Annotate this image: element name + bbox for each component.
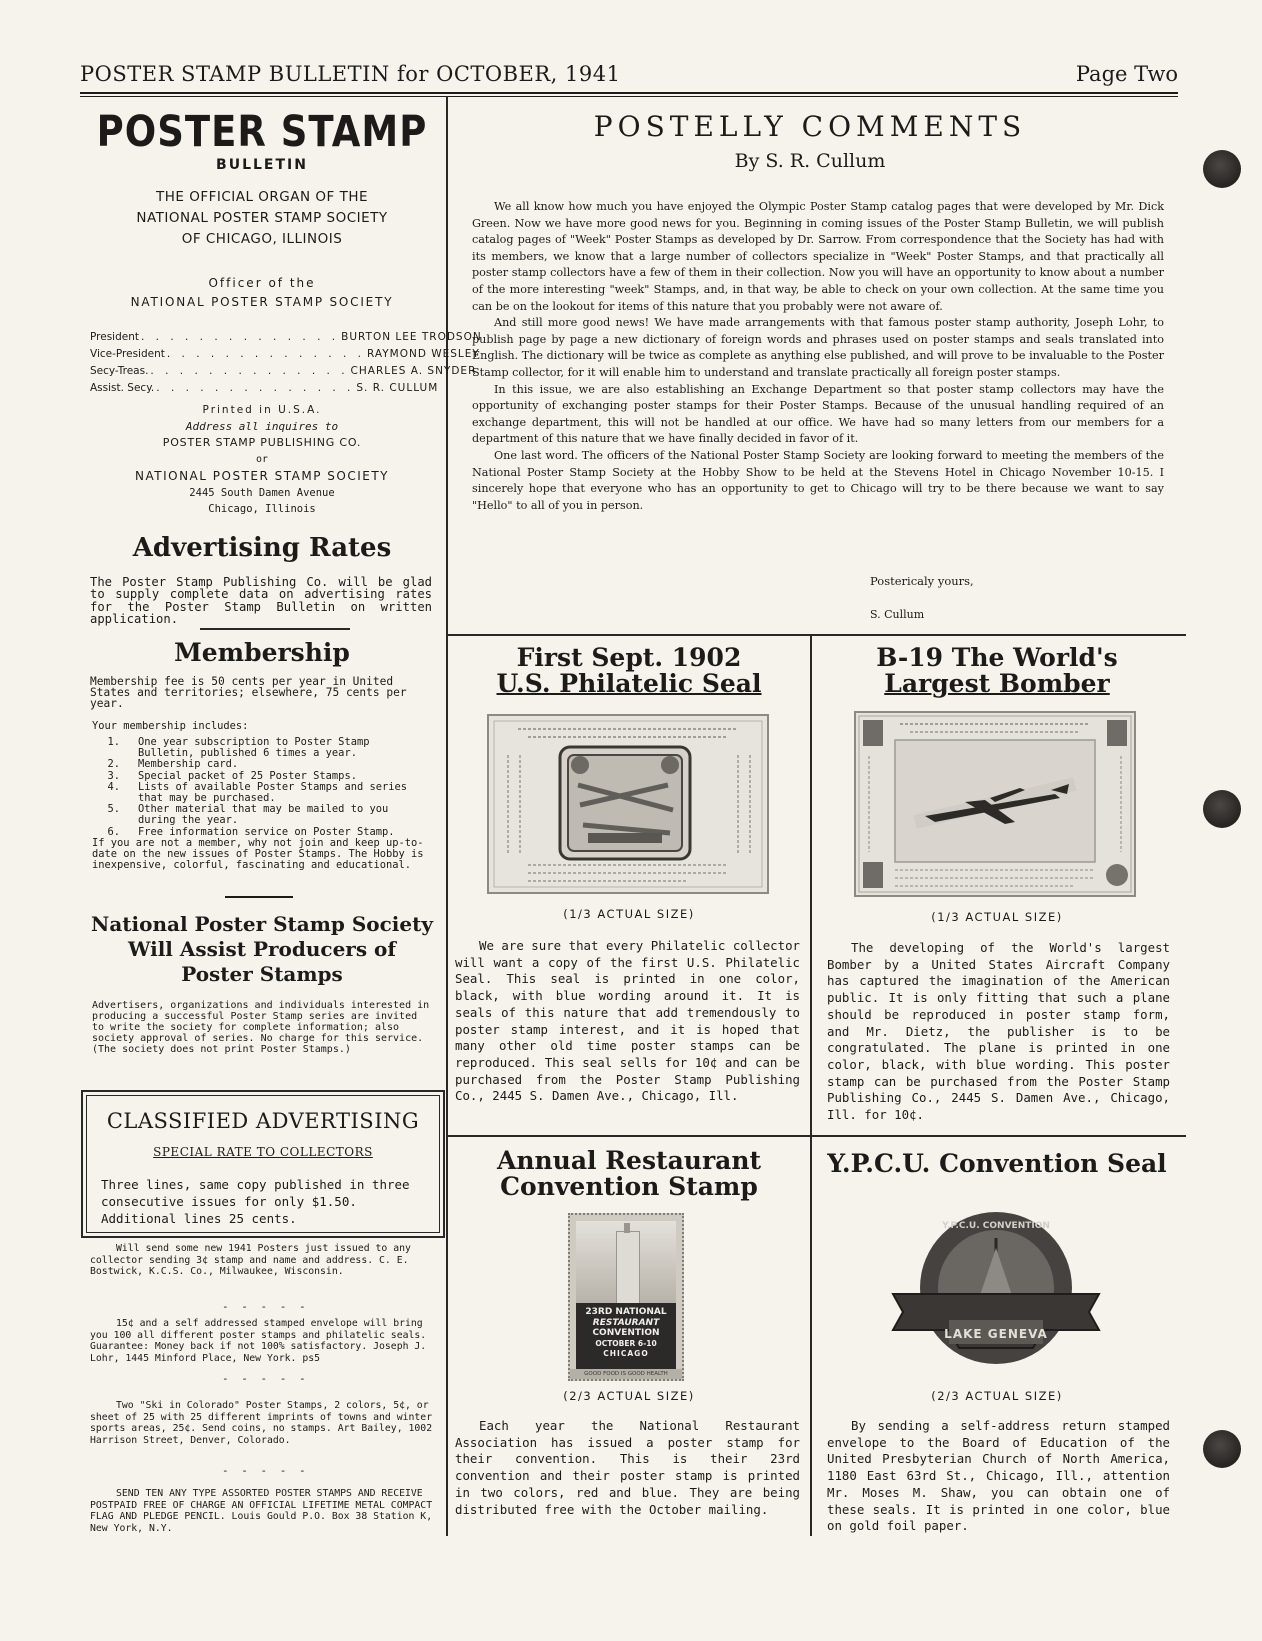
ypcu-caption: (2/3 ACTUAL SIZE) (931, 1389, 1063, 1403)
list-item: 6. Free information service on Poster Stamp. (107, 825, 395, 838)
stamp-line: CONVENTION (592, 1328, 660, 1338)
philatelic-body (455, 938, 800, 1105)
stamp-line: RESTAURANT (592, 1317, 660, 1328)
membership-list (92, 737, 432, 871)
stamp-line: OCTOBER 6-10 (595, 1338, 657, 1348)
restaurant-body (455, 1418, 800, 1518)
membership-rule (225, 896, 293, 898)
membership-closing: If you are not a member, why not join and keep up-to-date on the new issues of Poster Stamps. The Hobby is inexpensive, colorful, fascinating and educational. (92, 836, 424, 872)
organ-line: THE OFFICIAL ORGAN OF THE (155, 189, 368, 205)
ypcu-seal-image (893, 1208, 1099, 1374)
restaurant-stamp-image (568, 1213, 684, 1381)
classified-ad: Two "Ski in Colorado" Poster Stamps, 2 colors, 5¢, or sheet of 25 with 25 different imprints of towns and winter sports areas, 25¢. Send coins, no stamps. Art Bailey, 1002 Harrison Street, Denver, Colorado. (90, 1400, 433, 1446)
philatelic-body-text: We are sure that every Philatelic collector will want a copy of the first U.S. Philatelic Seal. This seal is printed in one color, black, with blue wording around it. It is seals of this nature that add tremendously to poster stamp interest, and it is hoped that many other old time poster stamps can be reproduced. This seal sells for 10¢ and can be purchased from the Poster Stamp Publishing Co., 2445 S. Damen Ave., Chicago, Ill. (455, 938, 800, 1104)
publisher-name: POSTER STAMP PUBLISHING CO. (162, 436, 362, 449)
classified-ad: 15¢ and a self addressed stamped envelope will bring you 100 all different poster stamps and philatelic seals. Guarantee: Money back if not 100% satisfactory. Joseph J. Lohr, 1445 Minford Place, New York. ps5 (90, 1318, 427, 1364)
list-item: 5. Other material that may be mailed to you during the year. (92, 804, 432, 826)
classified-box (81, 1090, 445, 1238)
list-item-text: One year subscription to Poster Stamp Bulletin, published 6 times a year. (138, 736, 370, 760)
philatelic-title-line: U.S. Philatelic Seal (496, 669, 762, 698)
membership-includes: Your membership includes: (92, 720, 249, 732)
column-divider (446, 96, 448, 1536)
page-number: Page Two (1075, 62, 1178, 86)
classified-subtitle: SPECIAL RATE TO COLLECTORS (153, 1145, 373, 1159)
list-item-text: Other material that may be mailed to you during the year. (138, 803, 389, 827)
philatelic-title (452, 645, 806, 697)
officer-list (90, 331, 482, 399)
classified-ad: SEND TEN ANY TYPE ASSORTED POSTER STAMPS AND RECEIVE POSTPAID FREE OF CHARGE AN OFFICIAL LIFETIME METAL COMPACT FLAG AND PLEDGE PENCIL. Louis Gould P.O. Box 38 Station K, New York, N.Y. (90, 1488, 433, 1534)
ypcu-body (827, 1418, 1170, 1535)
restaurant-stamp-panel (576, 1303, 676, 1369)
punch-hole-bottom (1203, 1430, 1241, 1468)
ad-separator: - - - - - (222, 1464, 309, 1477)
section-divider-middle (446, 1135, 1186, 1137)
restaurant-title-line: Convention Stamp (500, 1172, 758, 1201)
officer-name: RAYMOND WESLEY (367, 348, 480, 360)
ypcu-title: Y.P.C.U. Convention Seal (827, 1149, 1167, 1178)
postelly-paragraph: We all know how much you have enjoyed the Olympic Poster Stamp catalog pages that were developed by Mr. Dick Green. Now we have more good news for you. Beginning in coming issues of the Poster Stamp Bulletin, we will publish catalog pages of "Week" Poster Stamps as developed by Dr. Sarrow. From correspondence that the Society has had with its members, we know that a large number of collectors specialize in "Week" Poster Stamps, and that practically all poster stamp collectors have a few of them in their collection. Now you will have an opportunity to know about a number of the more interesting "week" Stamps, and, in that way, be able to check on your own collection. At the same time you can be on the lookout for items of this nature that you probably were not aware of. (472, 200, 1164, 313)
printed-in: Printed in U.S.A. (202, 404, 322, 416)
stamp-line: CHICAGO (603, 1349, 649, 1358)
city: Chicago, Illinois (208, 503, 316, 515)
masthead-logo: POSTER STAMP (96, 106, 428, 157)
postelly-title: POSTELLY COMMENTS (593, 110, 1027, 143)
postelly-signature: S. Cullum (870, 608, 925, 621)
cell-divider (810, 636, 812, 1536)
bomber-title-line: Largest Bomber (884, 669, 1110, 698)
bomber-caption: (1/3 ACTUAL SIZE) (931, 910, 1063, 924)
list-item-text: Free information service on Poster Stamp. (138, 825, 395, 838)
officer-row: Vice-President . . . . . . . . . . . . . . RAYMOND WESLEY (90, 348, 430, 365)
restaurant-title-line: Annual Restaurant (496, 1146, 762, 1175)
list-item-text: Membership card. (138, 758, 239, 771)
officer-name: BURTON LEE TRODSON (341, 331, 482, 343)
philatelic-seal-image (488, 715, 768, 893)
or-text: or (255, 453, 269, 465)
postelly-byline: By S. R. Cullum (734, 150, 886, 172)
header-title: POSTER STAMP BULLETIN for OCTOBER, 1941 (80, 62, 621, 86)
page-header (80, 62, 1178, 92)
organ-line: OF CHICAGO, ILLINOIS (181, 231, 343, 247)
stamp-line: GOOD FOOD IS GOOD HEALTH (570, 1369, 682, 1379)
officer-role: Vice-President (90, 348, 165, 360)
postelly-closing: Postericaly yours, (870, 574, 974, 588)
punch-hole-middle (1203, 790, 1241, 828)
society-name-2: NATIONAL POSTER STAMP SOCIETY (135, 469, 389, 483)
list-item: 4. Lists of available Poster Stamps and series that may be purchased. (92, 782, 432, 804)
officer-name: CHARLES A. SNYDER (350, 365, 477, 377)
postelly-body (472, 199, 1164, 514)
bomber-stamp-image (855, 712, 1135, 896)
officer-name: S. R. CULLUM (356, 382, 439, 394)
ypcu-seal-bottom-text: LAKE GENEVA (944, 1327, 1048, 1341)
organ-line: NATIONAL POSTER STAMP SOCIETY (136, 210, 388, 226)
assist-title (88, 912, 436, 987)
punch-hole-top (1203, 150, 1241, 188)
postelly-paragraph: And still more good news! We have made arrangements with that famous poster stamp authority, Joseph Lohr, to publish page by page a new dictionary of foreign words and phrases used on poster stamps and seals translated into English. The dictionary will be twice as complete as anything else published, and will prove to be invaluable to the Poster Stamp collector, for it will enable him to understand and translate practically all foreign poster stamps. (472, 316, 1164, 379)
restaurant-body-text: Each year the National Restaurant Association has issued a poster stamp for their convention. This is their 23rd convention and their poster stamp is printed in two colors, red and blue. They are being distributed free with the October mailing. (455, 1418, 800, 1517)
membership-fee: Membership fee is 50 cents per year in United States and territories; elsewhere, 75 cents per year. (90, 675, 407, 710)
ad-separator: - - - - - (222, 1372, 309, 1385)
officer-role: Assist. Secy. (90, 382, 155, 394)
assist-body: Advertisers, organizations and individuals interested in producing a successful Poster Stamp series are invited to write the society for complete information; also society approval of series. No charge for this service. (The society does not print Poster Stamps.) (92, 1000, 430, 1055)
assist-title-line: Poster Stamps (181, 962, 343, 986)
ypcu-seal-top-text: Y.P.C.U. CONVENTION (942, 1221, 1050, 1231)
list-item-text: Special packet of 25 Poster Stamps. (138, 769, 357, 782)
header-rule-thin (80, 96, 1178, 97)
section-divider-top (446, 634, 1186, 636)
postelly-paragraph: One last word. The officers of the National Poster Stamp Society are looking forward to meeting the members of the National Poster Stamp Society at the Hobby Show to be held at the Stevens Hotel in Chicago November 10-15. I sincerely hope that everyone who has an opportunity to get to Chicago will try to be there because we want to say "Hello" to all of you in person. (472, 448, 1164, 512)
list-item-text: Lists of available Poster Stamps and series that may be purchased. (138, 780, 407, 805)
officer-role: President (90, 331, 139, 343)
officer-row: Secy-Treas. . . . . . . . . . . . . . . CHARLES A. SNYDER (90, 365, 430, 382)
officer-row: President . . . . . . . . . . . . . . BURTON LEE TRODSON (90, 331, 430, 348)
bomber-title (818, 645, 1176, 697)
ad-separator: - - - - - (222, 1300, 309, 1313)
philatelic-caption: (1/3 ACTUAL SIZE) (563, 907, 695, 921)
officer-row: Assist. Secy. . . . . . . . . . . . . . . S. R. CULLUM (90, 382, 430, 399)
list-item: 2. Membership card. (107, 758, 239, 771)
bomber-title-line: B-19 The World's (876, 643, 1118, 672)
restaurant-title (452, 1148, 806, 1200)
membership-title: Membership (174, 638, 350, 667)
organ-statement (88, 187, 436, 250)
officer-of: Officer of the (208, 276, 316, 290)
list-item: 3. Special packet of 25 Poster Stamps. (107, 769, 357, 782)
bomber-body-text: The developing of the World's largest Bomber by a United States Aircraft Company has captured the imagination of the American public. It is only fitting that such a plane should be reproduced in poster stamp form, and Mr. Dietz, the publisher is to be congratulated. The plane is printed in one color, black, with blue wording. This poster stamp can be purchased from the Poster Stamp Publishing Co., 2445 S. Damen Ave., Chicago, Ill. for 10¢. (827, 940, 1170, 1123)
masthead-logo-sub: BULLETIN (216, 157, 308, 173)
postelly-paragraph: In this issue, we are also establishing an Exchange Department so that poster stamp collectors may have the opportunity of exchanging poster stamps for their Poster Stamps. Because of the unusual handling required of an exchange department, this will not be handled at our office. We have had so many letters from our members for a department of this nature that we have finally decided in favor of it. (472, 382, 1164, 446)
assist-title-line: Will Assist Producers of (127, 937, 396, 961)
masthead (88, 106, 436, 309)
advertising-title: Advertising Rates (132, 533, 392, 563)
philatelic-title-line: First Sept. 1902 (516, 643, 742, 672)
classified-ad: Will send some new 1941 Posters just issued to any collector sending 3¢ stamp and name and address. C. E. Bostwick, K.C.S. Co., Milwaukee, Wisconsin. (90, 1243, 411, 1277)
assist-title-line: National Poster Stamp Society (91, 912, 433, 936)
society-name: NATIONAL POSTER STAMP SOCIETY (130, 295, 394, 309)
classified-body: Three lines, same copy published in three consecutive issues for only $1.50. Additional lines 25 cents. (101, 1177, 410, 1226)
classified-title: CLASSIFIED ADVERTISING (106, 1109, 420, 1133)
street-address: 2445 South Damen Avenue (189, 486, 335, 499)
list-item: 1. One year subscription to Poster Stamp Bulletin, published 6 times a year. (92, 737, 432, 759)
advertising-body: The Poster Stamp Publishing Co. will be glad to supply complete data on advertising rates for the Poster Stamp Bulletin on written application. (90, 575, 432, 627)
restaurant-caption: (2/3 ACTUAL SIZE) (563, 1389, 695, 1403)
restaurant-stamp-skyline (576, 1221, 676, 1303)
header-rule (80, 92, 1178, 94)
officer-role: Secy-Treas. (90, 365, 149, 377)
address-all: Address all inquires to (185, 419, 339, 433)
stamp-line: 23RD NATIONAL (585, 1307, 667, 1317)
publisher-address (88, 402, 436, 518)
bomber-body (827, 940, 1170, 1124)
ypcu-body-text: By sending a self-address return stamped envelope to the Board of Education of the United Presbyterian Church of North America, 1180 East 63rd St., Chicago, Ill., attention Mr. Moses M. Shaw, you can obtain one of these seals. It is printed in one color, blue on gold foil paper. (827, 1418, 1170, 1534)
advertising-rule (200, 628, 350, 630)
